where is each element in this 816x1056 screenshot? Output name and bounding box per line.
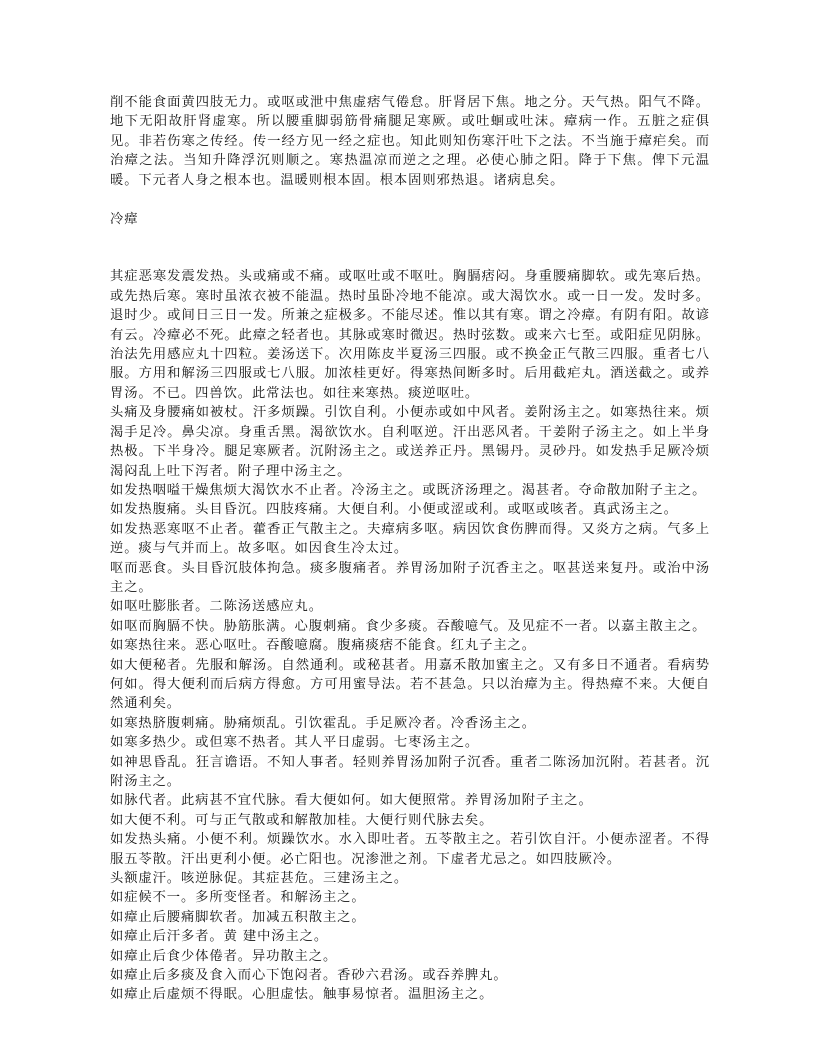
paragraph: 如寒热脐腹刺痛。胁痛烦乱。引饮霍乱。手足厥冷者。冷香汤主之。 [110,715,536,731]
paragraph: 如脉代者。此病甚不宜代脉。看大便如何。如大便照常。养胃汤加附子主之。 [110,793,593,809]
paragraph: 如大便不利。可与正气散或和解散加桂。大便行则代脉去矣。 [110,812,494,828]
paragraph: 如发热腹痛。头目昏沉。四肢疼痛。大便自利。小便或涩或利。或呕或咳者。真武汤主之。 [110,502,678,518]
paragraph: 头额虚汗。咳逆脉促。其症甚危。三建汤主之。 [110,871,409,887]
paragraph: 如发热咽嗌干燥焦烦大渴饮水不止者。冷汤主之。或既济汤理之。渴甚者。夺命散加附子主之。 [110,482,707,498]
paragraph: 如呕而胸膈不快。胁筋胀满。心腹刺痛。食少多痰。吞酸噫气。及见症不一者。以嘉主散主之。 [110,618,707,634]
paragraph: 如大便秘者。先服和解汤。自然通利。或秘甚者。用嘉禾散加蜜主之。又有多日不通者。看病势何如。得大便利而后病方得愈。方可用蜜导法。若不甚急。只以治瘴为主。得热瘴不来。大便自然通利矣。 [110,657,710,712]
paragraph: 如神思昏乱。狂言谵语。不知人事者。轻则养胃汤加附子沉香。重者二陈汤加沉附。若甚者。沉附汤主之。 [110,754,710,789]
paragraph: 呕而恶食。头目昏沉肢体拘急。痰多腹痛者。养胃汤加附子沉香主之。呕甚送来复丹。或治中汤主之。 [110,560,710,595]
spacer [110,190,710,210]
paragraph: 如寒多热少。或但寒不热者。其人平日虚弱。七枣汤主之。 [110,735,480,751]
paragraph: 如呕吐膨胀者。二陈汤送感应丸。 [110,599,323,615]
paragraph: 如瘴止后食少体倦者。异功散主之。 [110,948,338,964]
document-page [110,93,710,1005]
paragraph: 如发热恶寒呕不止者。藿香正气散主之。夫瘴病多呕。病因饮食伤脾而得。又炎方之病。气多上逆。痰与气并而上。故多呕。如因食生冷太过。 [110,521,710,557]
paragraph: 头痛及身腰痛如被杖。汗多烦躁。引饮自利。小便赤或如中风者。姜附汤主之。如寒热往来。烦渴手足冷。鼻尖凉。身重舌黑。渴欲饮水。自利呕逆。汗出恶风者。干姜附子汤主之。如上半身热极。下半身冷。腿足寒厥者。沉附汤主之。或送养正丹。黑锡丹。灵砂丹。如发热手足厥冷烦渴闷乱上吐下泻者。附子理中汤主之。 [110,405,710,479]
intro-paragraph: 削不能食面黄四肢无力。或呕或泄中焦虚痞气倦怠。肝肾居下焦。地之分。天气热。阳气不降。地下无阳故肝肾虚寒。所以腰重脚弱筋骨痛腿足寒厥。或吐蛔或吐沫。瘴病一作。五脏之症俱见。非若伤寒之传经。传一经方见一经之症也。知此则知伤寒汗吐下之法。不当施于瘴疟矣。而治瘴之法。当知升降浮沉则顺之。寒热温凉而逆之之理。必使心肺之阳。降于下焦。俾下元温暖。下元者人身之根本也。温暖则根本固。根本固则邪热退。诸病息矣。 [110,95,710,188]
spacer [110,229,710,267]
paragraph: 如症候不一。多所变怪者。和解汤主之。 [110,890,366,906]
paragraph: 如发热头痛。小便不利。烦躁饮水。水入即吐者。五苓散主之。若引饮自汗。小便赤涩者。不得服五苓散。汗出更利小便。必亡阳也。况渗泄之剂。下虚者尤忌之。如四肢厥冷。 [110,832,710,867]
paragraph: 如瘴止后汗多者。黄 建中汤主之。 [110,929,329,945]
paragraph: 如瘴止后虚烦不得眠。心胆虚怯。触事易惊者。温胆汤主之。 [110,987,494,1003]
paragraph: 如瘴止后腰痛脚软者。加减五积散主之。 [110,909,366,925]
paragraph: 如寒热往来。恶心呕吐。吞酸噫腐。腹痛痰痞不能食。红丸子主之。 [110,638,536,654]
section-title: 冷瘴 [110,212,139,228]
section-body [110,267,710,1004]
paragraph: 其症恶寒发震发热。头或痛或不痛。或呕吐或不呕吐。胸膈痞闷。身重腰痛脚软。或先寒后热。或先热后寒。寒时虽浓衣被不能温。热时虽卧冷地不能凉。或大渴饮水。或一日一发。发时多。退时少。或间日三日一发。所兼之症极多。不能尽述。惟以其有寒。谓之冷瘴。有阴有阳。故谚有云。冷瘴必不死。此瘴之轻者也。其脉或寒时微迟。热时弦数。或来六七至。或阳症见阴脉。治法先用感应丸十四粒。姜汤送下。次用陈皮半夏汤三四服。或不换金正气散三四服。重者七八服。方用和解汤三四服或七八服。加浓桂更好。得寒热间断多时。后用截疟丸。酒送截之。或养胃汤。不已。四兽饮。此常法也。如往来寒热。痰逆呕吐。 [110,269,710,401]
paragraph: 如瘴止后多痰及食入而心下饱闷者。香砂六君汤。或吞养脾丸。 [110,968,508,984]
